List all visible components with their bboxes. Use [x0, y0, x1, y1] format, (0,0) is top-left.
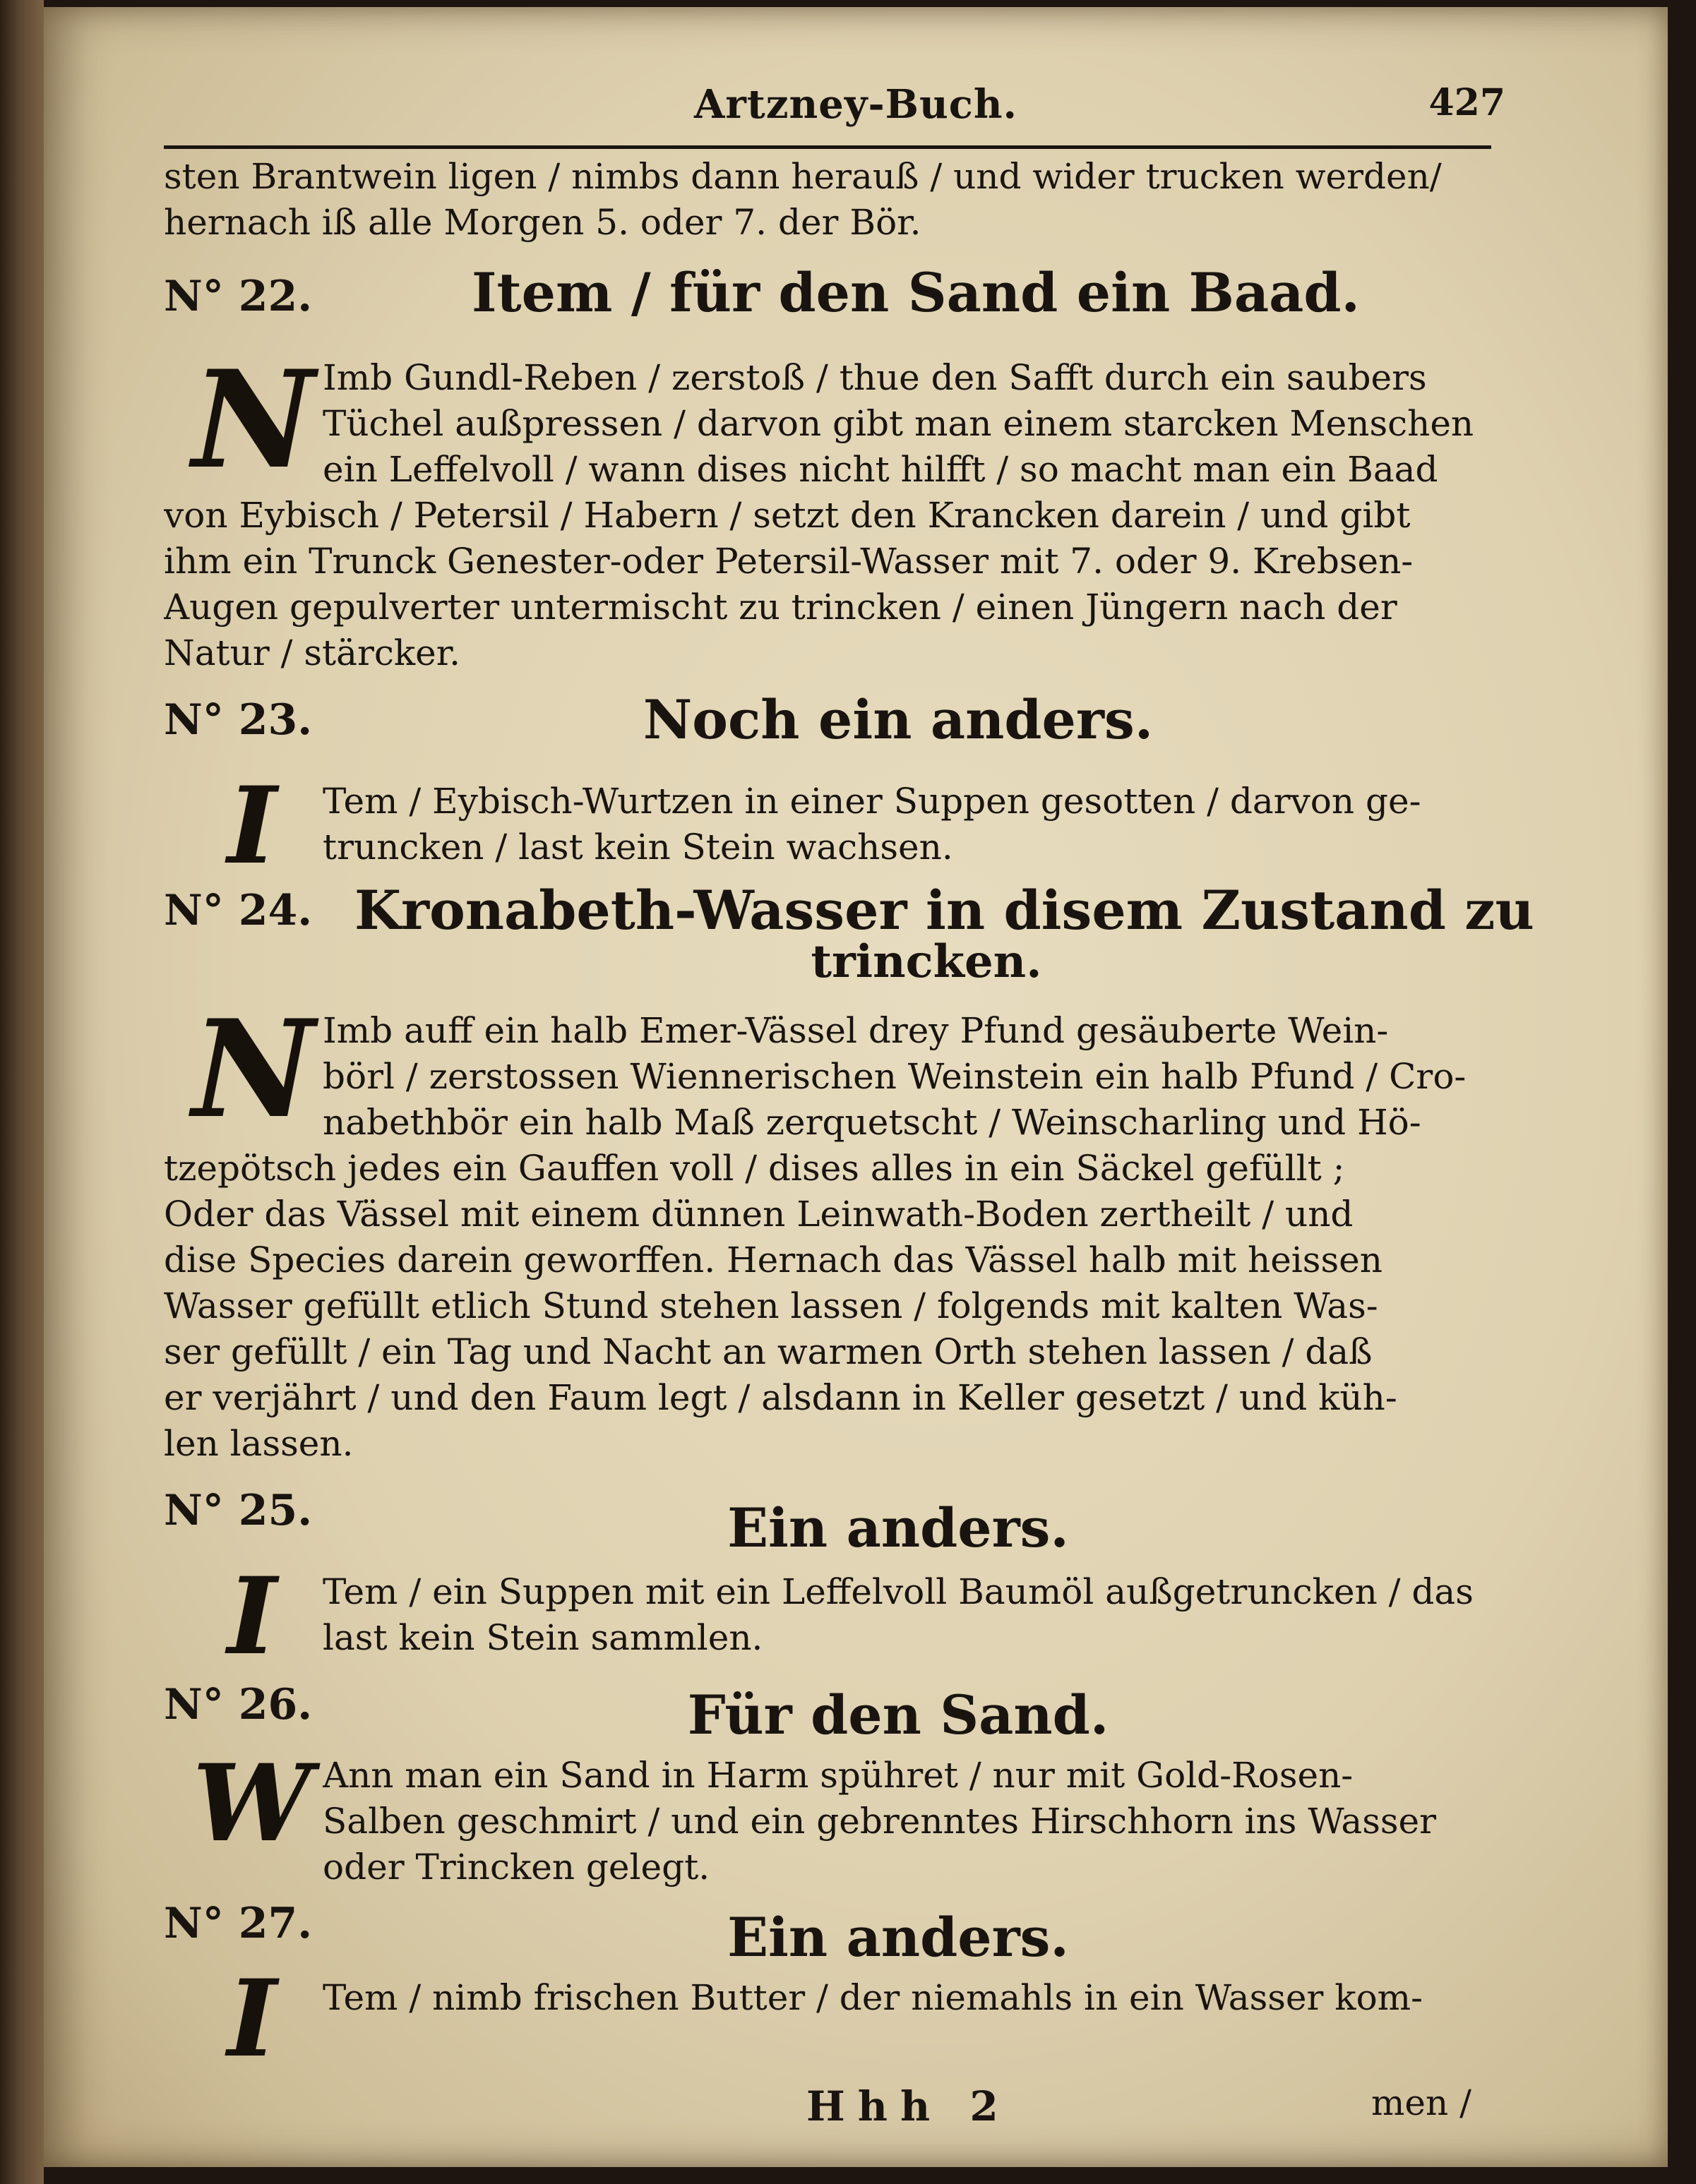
recipe-number: N° 27.: [164, 1899, 313, 1948]
recipe-title: Ein anders.: [727, 1906, 1069, 1969]
facing-page-edge: [0, 0, 44, 2184]
drop-cap: I: [227, 1554, 277, 1679]
recipe-title: Noch ein anders.: [643, 688, 1154, 751]
text-line: Tem / Eybisch-Wurtzen in einer Suppen gesotten / darvon ge-: [323, 781, 1421, 822]
recipe-number: N° 25.: [164, 1486, 313, 1535]
text-line: last kein Stein sammlen.: [323, 1617, 763, 1658]
text-line: oder Trincken gelegt.: [323, 1847, 710, 1888]
text-line: Tüchel außpressen / darvon gibt man einem starcken Menschen: [323, 403, 1474, 444]
recipe-number: N° 22.: [164, 272, 313, 321]
text-line: Imb Gundl-Reben / zerstoß / thue den Safft durch ein saubers: [323, 357, 1427, 398]
running-title: Artzney-Buch.: [693, 81, 1018, 128]
recipe-title-continued: trincken.: [811, 935, 1042, 988]
drop-cap: I: [227, 1957, 277, 2081]
text-line: ihm ein Trunck Genester-oder Petersil-Wasser mit 7. oder 9. Krebsen-: [164, 541, 1414, 582]
recipe-number: N° 24.: [164, 886, 313, 935]
recipe-number: N° 23.: [164, 695, 313, 745]
text-line: Salben geschmirt / und ein gebrenntes Hirschhorn ins Wasser: [323, 1801, 1437, 1842]
text-line: Tem / nimb frischen Butter / der niemahls in ein Wasser kom-: [323, 1977, 1423, 2018]
text-line: len lassen.: [164, 1423, 354, 1464]
text-line: sten Brantwein ligen / nimbs dann herauß / und wider trucken werden/: [164, 156, 1442, 197]
recipe-title: Für den Sand.: [687, 1684, 1109, 1746]
text-line: Wasser gefüllt etlich Stund stehen lassen / folgends mit kalten Was-: [164, 1285, 1378, 1326]
recipe-title: Ein anders.: [727, 1496, 1069, 1559]
recipe-number: N° 26.: [164, 1680, 313, 1729]
text-line: Augen gepulverter untermischt zu trincken / einen Jüngern nach der: [164, 587, 1397, 628]
page-number: 427: [1428, 81, 1505, 124]
recipe-title: Kronabeth-Wasser in disem Zustand zu: [354, 879, 1534, 942]
header-rule: [164, 145, 1491, 149]
text-line: hernach iß alle Morgen 5. oder 7. der Bör.: [164, 202, 921, 243]
recipe-title: Item / für den Sand ein Baad.: [471, 261, 1360, 324]
book-page: [44, 7, 1668, 2167]
text-line: truncken / last kein Stein wachsen.: [323, 827, 953, 868]
text-line: von Eybisch / Petersil / Habern / setzt den Krancken darein / und gibt: [164, 495, 1411, 536]
signature-mark: Hhh 2: [806, 2082, 1011, 2130]
text-line: tzepötsch jedes ein Gauffen voll / dises alles in ein Säckel gefüllt ;: [164, 1148, 1345, 1189]
text-line: börl / zerstossen Wiennerischen Weinstein ein halb Pfund / Cro-: [323, 1056, 1467, 1097]
text-line: ser gefüllt / ein Tag und Nacht an warmen Orth stehen lassen / daß: [164, 1331, 1373, 1372]
text-line: Natur / stärcker.: [164, 632, 461, 673]
running-head: [213, 81, 1505, 138]
catchword: men /: [1371, 2082, 1471, 2123]
drop-cap: W: [192, 1741, 312, 1866]
text-line: nabethbör ein halb Maß zerquetscht / Weinscharling und Hö-: [323, 1102, 1421, 1143]
text-line: Ann man ein Sand in Harm spühret / nur mit Gold-Rosen-: [323, 1755, 1354, 1796]
text-line: Imb auff ein halb Emer-Vässel drey Pfund gesäuberte Wein-: [323, 1010, 1389, 1051]
text-line: Tem / ein Suppen mit ein Leffelvoll Baumöl außgetruncken / das: [323, 1571, 1474, 1612]
text-line: dise Species darein geworffen. Hernach das Vässel halb mit heissen: [164, 1240, 1383, 1280]
text-line: er verjährt / und den Faum legt / alsdann in Keller gesetzt / und küh-: [164, 1377, 1397, 1418]
drop-cap: N: [192, 990, 315, 1148]
drop-cap: I: [227, 764, 277, 888]
text-line: ein Leffelvoll / wann dises nicht hilfft / so macht man ein Baad: [323, 449, 1438, 490]
text-line: Oder das Vässel mit einem dünnen Leinwath-Boden zertheilt / und: [164, 1194, 1354, 1235]
drop-cap: N: [192, 341, 315, 498]
